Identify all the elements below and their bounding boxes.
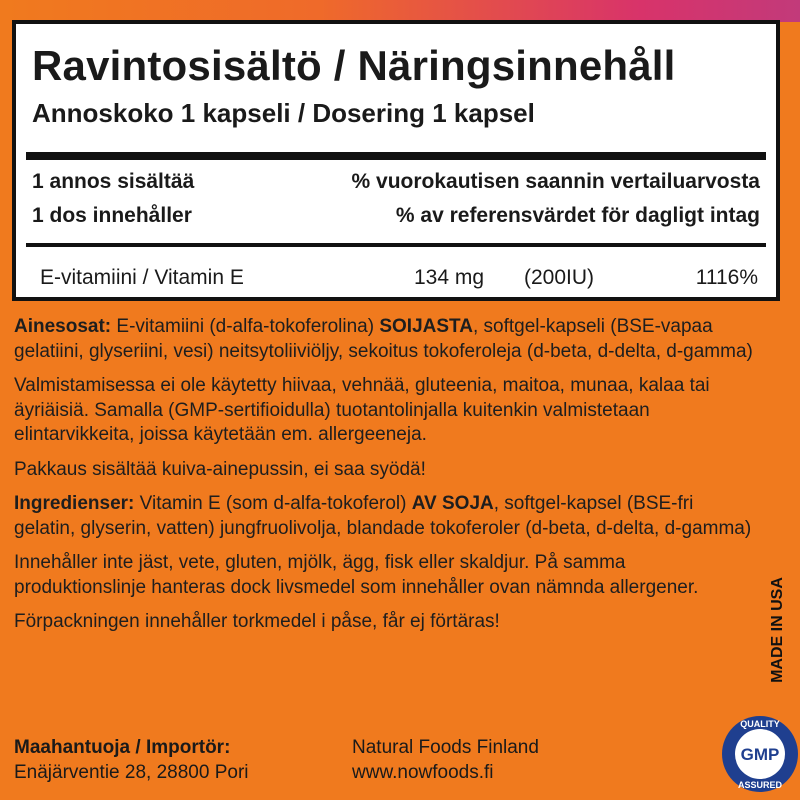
header-left-sv: 1 dos innehåller [32,204,192,227]
nutrient-percent: 1116% [695,266,758,289]
ingredients-label-fi: Ainesosat: [14,316,112,337]
nutrition-facts-panel [12,20,780,301]
nutrient-name: E-vitamiini / Vitamin E [40,266,244,289]
importer-label: Maahantuoja / Importör: [14,737,231,758]
header-left-fi: 1 annos sisältää [32,170,195,193]
top-color-band [0,0,800,22]
badge-bottom-text: ASSURED [737,780,783,790]
ingredients-label-sv: Ingredienser: [14,493,135,514]
desiccant-note-sv: Förpackningen innehåller torkmedel i påse, får ej förtäras! [14,611,500,632]
importer-block [14,735,249,785]
allergen-note-sv: Innehåller inte jäst, vete, gluten, mjölk, ägg, fisk eller skaldjur. På samma produktionslinje hanteras dock livsmedel som innehåller ovan nämnda allergener. [14,552,699,598]
allergen-fi: SOIJASTA [379,316,473,337]
allergen-note-fi: Valmistamisessa ei ole käytetty hiivaa, vehnää, gluteenia, maitoa, munaa, kalaa tai äyriäisiä. Samalla (GMP-sertifioidulla) tuotantolinjalla kuitenkin valmistetaan elintarvikkeita, joissa käytetään em. allergeeneja. [14,375,710,445]
serving-size: Annoskoko 1 kapseli / Dosering 1 kapsel [32,98,535,128]
nutrient-amount: 134 mg [414,266,485,289]
ingredients-sv: Ingredienser: Vitamin E (som d-alfa-tokoferol) AV SOJA, softgel-kapsel (BSE-fri gelatin, glyserin, vatten) jungfruolivolja, blandade tokoferoler (d-beta, d-delta, d-gamma) [14,493,752,539]
made-in-usa: MADE IN USA [769,577,786,683]
badge-center-text: GMP [740,745,780,764]
importer-company-block [352,735,539,785]
divider-thick-top [26,152,766,160]
desiccant-note-fi: Pakkaus sisältää kuiva-ainepussin, ei saa syödä! [14,458,426,480]
divider-thin [26,243,766,247]
importer-company: Natural Foods Finland [352,737,539,758]
header-right-sv: % av referensvärdet för dagligt intag [395,204,760,227]
ingredients-fi: Ainesosat: E-vitamiini (d-alfa-tokoferolina) SOIJASTA, softgel-kapseli (BSE-vapaa gelatiini, glyseriini, vesi) neitsytoliiviöljy, sekoitus tokoferoleja (d-beta, d-delta, d-gamma) [14,316,753,362]
allergen-sv: AV SOJA [411,493,494,514]
ingredients-block [14,315,754,645]
nutrient-iu: (200IU) [524,266,595,289]
gmp-quality-badge-icon [720,714,800,794]
nutrition-title: Ravintosisältö / Näringsinnehåll [32,42,676,89]
badge-top-text: QUALITY [740,719,780,729]
header-right-fi: % vuorokautisen saannin vertailuarvosta [351,170,760,193]
importer-address: Enäjärventie 28, 28800 Pori [14,762,249,783]
importer-website: www.nowfoods.fi [352,762,494,783]
